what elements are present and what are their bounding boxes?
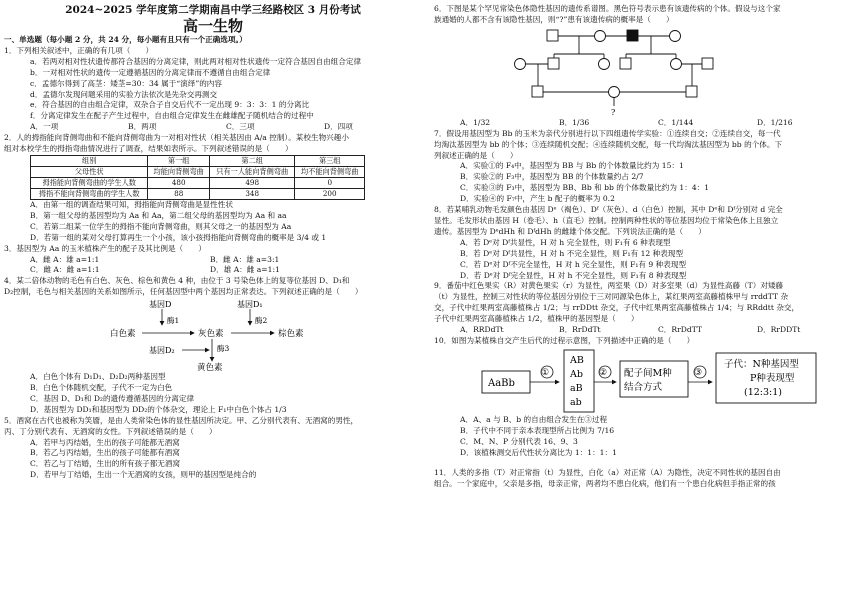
q4-option-d[interactable]: D．基因型为 DD₁和基因型为 DD₂的个体杂交，理论上 F₁中白色个体占 1/3 (30, 404, 287, 414)
gene-d-label: 基因D (149, 300, 172, 310)
q10-option-c[interactable]: C．M、N、P 分别代表 16、9、3 (460, 436, 578, 446)
table-header-cell: 第二组 (209, 155, 294, 166)
q9-stem-line1: 9．番茄中红色果实（R）对黄色果实（r）为显性，两室果（D）对多室果（d）为显性高藤（T）对矮藤 (434, 281, 784, 291)
table-row (31, 177, 365, 188)
offspring-line2: P种表现型 (750, 372, 795, 384)
q3-option-b[interactable]: B．雌 A：雄 a=3:1 (210, 254, 280, 264)
right-column (434, 0, 856, 607)
q4-option-c[interactable]: C．基因 D、D₁和 D₂的遗传遵循基因的分离定律 (30, 393, 195, 403)
q7-option-d[interactable]: D．实验④的 F₇中，产生 b 配子的概率为 0.2 (460, 194, 615, 204)
gene-d1-label: 基因D₁ (237, 300, 263, 310)
table-cell: 父母性状 (31, 166, 148, 177)
q4-option-a[interactable]: A．白色个体有 D₁D₁、D₂D₂两种基因型 (30, 372, 166, 382)
q7-option-c[interactable]: C．实验③的 F₃中，基因型为 BB、Bb 和 bb 的个体数量比约为 1：4：1 (460, 183, 710, 193)
subject-title: 高一生物 (182, 17, 243, 35)
section-heading: 一、单选题（每小题 2 分，共 24 分，每小题有且只有一个正确选项。） (4, 35, 247, 44)
q8-stem-line3: 遗传。基因型为 DᵉdHh 和 DᶠdHh 的雌雄个体交配。下列说法正确的是（ ） (434, 226, 706, 236)
white-pigment-label: 白色素 (110, 329, 136, 340)
pedigree-male (548, 58, 559, 69)
parent-genotype: AaBb (488, 377, 515, 389)
offspring-line1: 子代：N种基因型 (724, 358, 799, 370)
pedigree-unknown-marker: ? (611, 107, 616, 117)
q3-stem: 3．基因型为 Aa 的玉米植株产生的配子及其比例是（ ） (4, 243, 206, 253)
pedigree-male (532, 86, 543, 97)
q10-option-a[interactable]: A．A、a 与 B、b 的自由组合发生在③过程 (460, 414, 608, 424)
yellow-pigment-label: 黄色素 (197, 363, 223, 373)
brown-pigment-label: 棕色素 (278, 329, 304, 340)
step2-label: ② (599, 367, 608, 378)
table-header-cell: 第一组 (148, 155, 210, 166)
q1-option-d[interactable]: D．四项 (324, 122, 353, 132)
pedigree-male (620, 58, 631, 69)
q1-item-a: a．若两对相对性状遗传都符合基因的分离定律，则此两对相对性状遗传一定符合基因自由组合定律 (30, 56, 362, 66)
table-cell: 拇指不能向背侧弯曲的学生人数 (31, 188, 148, 199)
q6-options (434, 118, 856, 129)
pedigree-female (515, 58, 526, 69)
q3-options-row1 (4, 255, 422, 266)
q2-option-c[interactable]: C．若第二组某一位学生的拇指不能向背侧弯曲，则其父母之一的基因型为 Aa (30, 221, 292, 231)
table-cell: 0 (295, 177, 365, 188)
pedigree-female (595, 30, 606, 41)
table-cell: 均能向背侧弯曲 (148, 166, 210, 177)
q3-option-a[interactable]: A．雌 A：雄 a=1:1 (30, 254, 100, 264)
combination-line2: 结合方式 (624, 381, 663, 393)
q1-item-f: f．分离定律发生在配子产生过程中，自由组合定律发生在雌雄配子随机结合的过程中 (30, 111, 314, 121)
q7-option-a[interactable]: A．实验①的 F₄中，基因型为 BB 与 Bb 的个体数量比约为 15：1 (460, 161, 684, 171)
q6-option-c[interactable]: C．1/144 (658, 117, 694, 127)
q1-option-c[interactable]: C．三项 (226, 122, 255, 132)
q8-option-a[interactable]: A．若 Dᵉ对 Dᶠ共显性，H 对 h 完全显性，则 F₁有 6 种表现型 (460, 237, 671, 247)
exam-title: 2024~2025 学年度第二学期南昌中学三经路校区 3 月份考试 (65, 4, 361, 16)
q3-option-c[interactable]: C．雌 A：雌 a=1:1 (30, 265, 100, 275)
offspring-ratio: (12:3:1) (744, 386, 782, 398)
pedigree-female (609, 86, 620, 97)
table-cell: 480 (148, 177, 210, 188)
q6-option-b[interactable]: B．1/36 (559, 117, 590, 127)
q9-option-d[interactable]: D．RrDDTt (757, 325, 801, 335)
q5-option-c[interactable]: C．若乙与丁结婚，生出的所有孩子都无酒窝 (30, 459, 181, 469)
grey-pigment-label: 灰色素 (198, 329, 224, 340)
enzyme3-label: 酶3 (217, 344, 230, 354)
q6-option-d[interactable]: D．1/216 (757, 117, 793, 127)
q2-stem-line2: 组对本校学生的拇指弯曲情况进行了调查，结果如表所示。下列叙述错误的是（ ） (4, 144, 293, 154)
table-cell: 348 (209, 188, 294, 199)
table-header-row (31, 155, 365, 166)
pedigree-male (702, 58, 713, 69)
q10-stem: 10．如图为某植株自交产生后代的过程示意图，下列描述中正确的是（ ） (434, 335, 695, 345)
q3-option-d[interactable]: D．雄 A：雌 a=1:1 (210, 265, 280, 275)
step1-label: ① (541, 367, 550, 378)
q6-pedigree-chart (434, 26, 856, 118)
table-cell: 拇指能向背侧弯曲的学生人数 (31, 177, 148, 188)
q1-options (4, 122, 422, 133)
q5-stem-line2: 丙、丁分别代表有、无酒窝的女性。下列叙述错误的是（ ） (4, 426, 217, 436)
q2-survey-table (30, 155, 365, 200)
gene-d2-label: 基因D₂ (149, 346, 175, 356)
q11-stem-line1: 11．人类的多指（T）对正常指（t）为显性，白化（a）对正常（A）为隐性，决定不同性状的基因自由 (434, 468, 781, 478)
q1-item-c: c．孟德尔得到了高茎：矮茎=30：34 属于“演绎”的内容 (30, 78, 222, 88)
gamete-ab-lower: ab (570, 396, 582, 408)
q1-item-b: b．一对相对性状的遗传一定遵循基因的分离定律而不遵循自由组合定律 (30, 67, 271, 77)
q1-option-a[interactable]: A．一项 (30, 122, 59, 132)
enzyme2-label: 酶2 (255, 316, 268, 326)
pedigree-female (671, 58, 682, 69)
pedigree-female (670, 30, 681, 41)
gamete-ab-mixed1: Ab (570, 368, 583, 380)
q7-stem-line3: 列叙述正确的是（ ） (434, 150, 518, 160)
q5-option-d[interactable]: D．若甲与丁结婚，生出一个无酒窝的女孩，则甲的基因型是纯合的 (30, 470, 257, 480)
q2-option-a[interactable]: A．由第一组的调查结果可知，拇指能向背侧弯曲是显性性状 (30, 199, 233, 209)
q6-stem-line2: 族通婚的人都不含有该隐性基因，则“?”患有该遗传病的概率是（ ） (434, 14, 674, 24)
q10-option-b[interactable]: B．子代中不同于亲本表现型所占比例为 7/16 (460, 425, 615, 435)
q10-selfing-process-diagram (434, 347, 856, 415)
q2-stem-line1: 2．人的拇指能向背侧弯曲和不能向背侧弯曲为一对相对性状（相关基因由 A/a 控制）。某校生物兴趣小 (4, 133, 349, 143)
step3-label: ③ (694, 367, 703, 378)
q1-stem: 1．下列相关叙述中，正确的有几项（ ） (4, 45, 154, 55)
q5-stem-line1: 5．酒窝在古代也被称为笑靥，是由人类常染色体的显性基因所决定。甲、乙分别代表有、无酒窝的男性， (4, 415, 359, 425)
table-cell: 498 (209, 177, 294, 188)
q7-option-b[interactable]: B．实验②的 F₃中，基因型为 BB 的个体数量约占 2/7 (460, 172, 644, 182)
q9-options (434, 325, 856, 336)
q5-option-a[interactable]: A．若甲与丙结婚，生出的孩子可能都无酒窝 (30, 437, 180, 447)
q8-option-b[interactable]: B．若 Dᵉ对 Dᶠ共显性，H 对 h 不完全显性，则 F₁有 12 种表现型 (460, 248, 684, 258)
q3-options-row2 (4, 265, 422, 276)
left-column (4, 0, 422, 607)
q8-option-c[interactable]: C．若 Dᵉ对 Dᶠ不完全显性，H 对 h 完全显性，则 F₁有 9 种表现型 (460, 259, 687, 269)
q8-stem-line1: 8．若某哺乳动物毛发颜色由基因 Dᵉ（褐色）、Dᶠ（灰色）、d（白色）控制，其中 Dᵉ和 Dᶠ分别对 d 完全 (434, 205, 783, 215)
q2-option-d[interactable]: D．若第一组的某对父母打算再生一个小孩，该小孩拇指能向背侧弯曲的概率是 3/4 或 1 (30, 232, 327, 242)
gamete-ab-mixed2: aB (570, 382, 583, 394)
pedigree-affected-male (627, 30, 638, 41)
q4-pigment-pathway-diagram (4, 298, 422, 372)
q9-stem-line4: 子代中红果两室高藤植株占 1/2，植株甲的基因型是（ ） (434, 314, 639, 324)
table-header-cell: 第三组 (295, 155, 365, 166)
table-row (31, 188, 365, 199)
q8-stem-line2: 显性。毛发形状由基因 H（卷毛）、h（直毛）控制。控制两种性状的等位基因均位于常染色体上且独立 (434, 215, 779, 225)
q5-option-b[interactable]: B．若乙与丙结婚，生出的孩子可能都有酒窝 (30, 448, 180, 458)
q9-stem-line2: （t）为显性，控制三对性状的等位基因分别位于三对同源染色体上，某红果两室高藤植株甲与 rrddTT 杂 (434, 292, 789, 302)
q11-stem-line2: 组合。一个家庭中，父亲是多指，母亲正常，两者均不患白化病，他们有一个患白化病但手指正常的孩 (434, 479, 776, 489)
q9-option-b[interactable]: B．RrDdTt (559, 325, 601, 335)
q4-option-b[interactable]: B．白色个体随机交配，子代不一定为白色 (30, 383, 173, 393)
q6-option-a[interactable]: A．1/32 (460, 117, 491, 127)
table-cell: 88 (148, 188, 210, 199)
q10-option-d[interactable]: D．该植株测交后代性状分离比为 1：1：1：1 (460, 447, 617, 457)
q1-item-d: d．孟德尔发现问题采用的实验方法依次是先杂交再测交 (30, 89, 218, 99)
q6-stem-line1: 6．下图是某个罕见常染色体隐性基因的遗传系谱图。黑色符号表示患有该遗传病的个体。假设与这个家 (434, 4, 781, 13)
pedigree-male (686, 86, 697, 97)
table-cell: 只有一人能向背侧弯曲 (209, 166, 294, 177)
combination-line1: 配子间M种 (624, 367, 672, 379)
q9-option-c[interactable]: C．RrDdTT (658, 325, 702, 335)
table-cell: 200 (295, 188, 365, 199)
table-header-cell: 组别 (31, 155, 148, 166)
q1-option-b[interactable]: B．两项 (128, 122, 157, 132)
q7-stem-line1: 7．假设用基因型为 Bb 的玉米为亲代分别进行以下四组遗传学实验：①连续自交；②连续自交，每一代 (434, 128, 781, 138)
q4-stem-line1: 4．某二倍体动物的毛色有白色、灰色、棕色和黄色 4 种，由位于 3 号染色体上的复等位基因 D、D₁和 (4, 276, 350, 286)
pedigree-male (547, 30, 558, 41)
q9-option-a[interactable]: A．RRDdTt (460, 325, 504, 335)
q1-item-e: e．符合基因的自由组合定律，双杂合子自交后代不一定出现 9：3：3：1 的分离比 (30, 100, 310, 110)
table-row (31, 166, 365, 177)
q7-stem-line2: 均淘汰基因型为 bb 的个体；③连续随机交配；④连续随机交配，每一代均淘汰基因型为 bb 的个体。下 (434, 139, 783, 149)
table-cell: 均不能向背侧弯曲 (295, 166, 365, 177)
q9-stem-line3: 交，子代中红果两室高藤植株占 1/2；与 rrDDtt 杂交，子代中红果两室高藤植株占 1/4；与 RRddtt 杂交， (434, 303, 800, 313)
q8-option-d[interactable]: D．若 Dᵉ对 Dᶠ完全显性，H 对 h 不完全显性，则 F₁有 8 种表现型 (460, 270, 687, 280)
q4-stem-line2: D₂控制，毛色与相关基因的关系如图所示，任何基因型中两个基因均正常表达。下列叙述正确的是（ ） (4, 287, 363, 297)
pedigree-female (599, 58, 610, 69)
enzyme1-label: 酶1 (167, 316, 180, 326)
gamete-ab-upper: AB (570, 354, 584, 366)
q2-option-b[interactable]: B．第一组父母的基因型均为 Aa 和 Aa，第二组父母的基因型均为 Aa 和 aa (30, 210, 287, 220)
